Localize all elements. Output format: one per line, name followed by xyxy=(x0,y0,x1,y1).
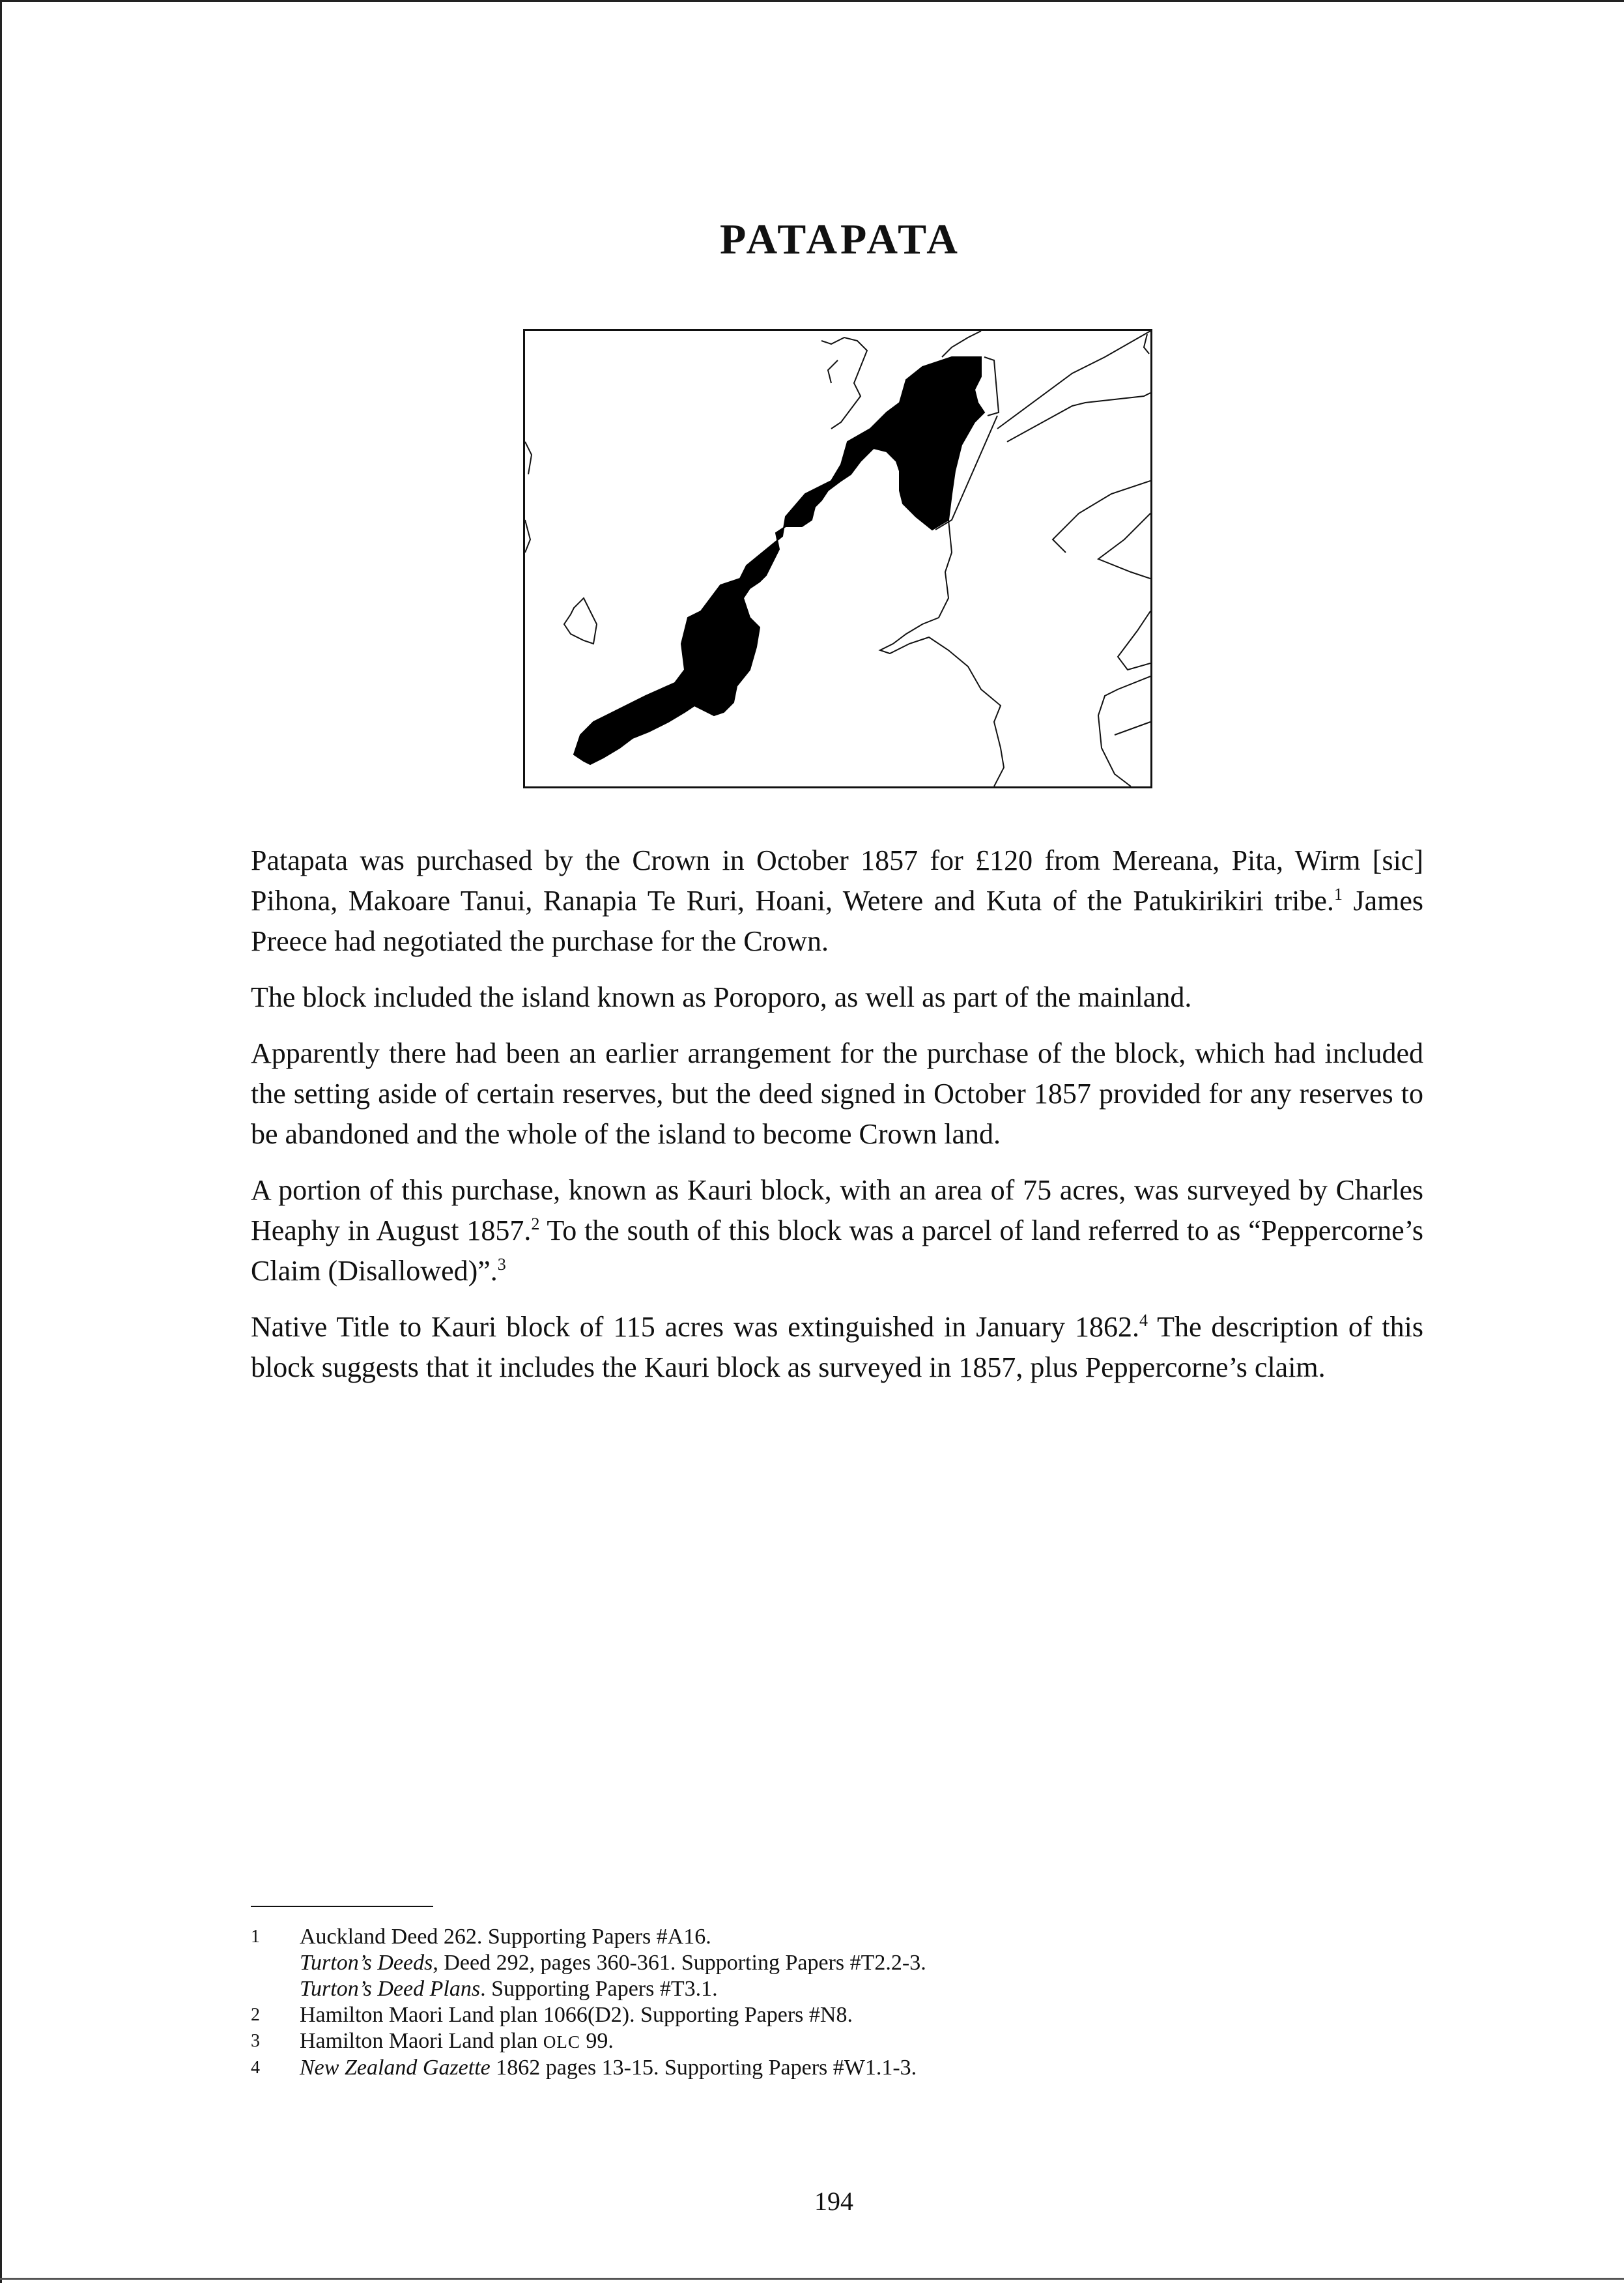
coastline-top-islet xyxy=(828,360,838,383)
purchase-block-area xyxy=(574,357,984,764)
block-boundary-2 xyxy=(984,357,999,416)
footnote-text xyxy=(300,2055,1423,2081)
block-map-drawing xyxy=(525,331,1150,786)
footnote-line xyxy=(300,2055,1423,2081)
coastline-left-2 xyxy=(525,520,530,553)
footnote-ref: 4 xyxy=(1139,1311,1148,1330)
footnote xyxy=(251,1924,1423,2002)
parcel-line-4 xyxy=(1098,513,1150,579)
text-run: Hamilton Maori Land plan 1066(D2). Supporting Papers #N8. xyxy=(300,2003,853,2027)
text-run: A portion of this purchase, known as Kauri block, with an area of 75 acres, was surveyed by Charles Heaphy in August 1857. xyxy=(251,1174,1423,1246)
footnote-rule xyxy=(251,1906,433,1907)
text-run: Apparently there had been an earlier arrangement for the purchase of the block, which had included the setting aside of certain reserves, but the deed signed in October 1857 provided for any reserves to be abandoned and the whole of the island to become Crown land. xyxy=(251,1037,1423,1150)
coastline-north xyxy=(942,331,981,357)
footnote xyxy=(251,2002,1423,2028)
coastline-mainland xyxy=(880,520,1004,786)
text-run: OLC xyxy=(543,2032,580,2052)
text-run: . Supporting Papers #T3.1. xyxy=(480,1977,718,2001)
footnote-ref: 2 xyxy=(531,1214,540,1233)
text-run: Patapata was purchased by the Crown in October 1857 for £120 from Mereana, Pita, Wirm [sic] Pihona, Makoare Tanui, Ranapia Te Ruri, Hoani, Wetere and Kuta of the Patukirikiri tribe. xyxy=(251,844,1423,917)
footnote-number: 3 xyxy=(251,2031,260,2051)
text-run: Hamilton Maori Land plan xyxy=(300,2029,543,2053)
page-title: PATAPATA xyxy=(720,216,961,263)
body-paragraph xyxy=(251,1170,1423,1291)
page-number: 194 xyxy=(814,2187,853,2216)
footnote-line xyxy=(300,2002,1423,2028)
text-run: Native Title to Kauri block of 115 acres was extinguished in January 1862. xyxy=(251,1311,1139,1343)
page-edge-bottom xyxy=(0,2278,1624,2280)
coastline-top-centre xyxy=(821,337,867,429)
footnote-number: 1 xyxy=(251,1927,260,1947)
footnote-text xyxy=(300,2028,1423,2055)
text-run: James Preece had negotiated the purchase for the Crown. xyxy=(251,885,1423,957)
italic-text: Turton’s Deeds xyxy=(300,1951,433,1975)
parcel-line-3 xyxy=(1053,481,1150,553)
footnote-text xyxy=(300,2002,1423,2028)
parcel-line-2 xyxy=(1007,393,1150,442)
block-map xyxy=(523,329,1152,788)
body-paragraph xyxy=(251,840,1423,962)
page-edge-top xyxy=(0,0,1624,2)
parcel-line-1 xyxy=(997,331,1150,429)
footnote-number: 2 xyxy=(251,2005,260,2025)
body-paragraph xyxy=(251,1033,1423,1155)
parcel-line-5 xyxy=(1118,611,1150,670)
text-run: , Deed 292, pages 360-361. Supporting Papers #T2.2-3. xyxy=(433,1951,926,1975)
italic-text: Turton’s Deed Plans xyxy=(300,1977,481,2001)
text-run: To the south of this block was a parcel of land referred to as “Peppercorne’s Claim (Disallowed)”. xyxy=(251,1214,1423,1287)
footnote-line xyxy=(300,1924,1423,1950)
coastline-left-1 xyxy=(525,442,532,474)
footnotes xyxy=(251,1924,1423,2081)
italic-text: New Zealand Gazette xyxy=(300,2056,491,2080)
footnote xyxy=(251,2028,1423,2055)
footnote-line xyxy=(300,1976,1423,2002)
footnote-ref: 1 xyxy=(1333,885,1343,904)
text-run: 99. xyxy=(580,2029,614,2053)
parcel-line-7 xyxy=(1115,722,1150,735)
footnote-number: 4 xyxy=(251,2058,260,2078)
text-run: Auckland Deed 262. Supporting Papers #A16. xyxy=(300,1925,711,1949)
text-run: 1862 pages 13-15. Supporting Papers #W1.1-3. xyxy=(490,2056,917,2080)
page-edge-left xyxy=(0,0,2,2283)
body-paragraph xyxy=(251,977,1423,1018)
footnote-line xyxy=(300,2028,1423,2055)
footnote-text xyxy=(300,1924,1423,2002)
map-frame-notch xyxy=(1144,334,1149,354)
text-run: The description of this block suggests that it includes the Kauri block as surveyed in 1857, plus Peppercorne’s claim. xyxy=(251,1311,1423,1383)
text-run: The block included the island known as Poroporo, as well as part of the mainland. xyxy=(251,981,1192,1013)
footnote-ref: 3 xyxy=(497,1255,506,1274)
footnote xyxy=(251,2055,1423,2081)
body-paragraph xyxy=(251,1307,1423,1388)
island-outline xyxy=(564,598,597,644)
body-text xyxy=(251,840,1423,1403)
footnote-line xyxy=(300,1950,1423,1976)
